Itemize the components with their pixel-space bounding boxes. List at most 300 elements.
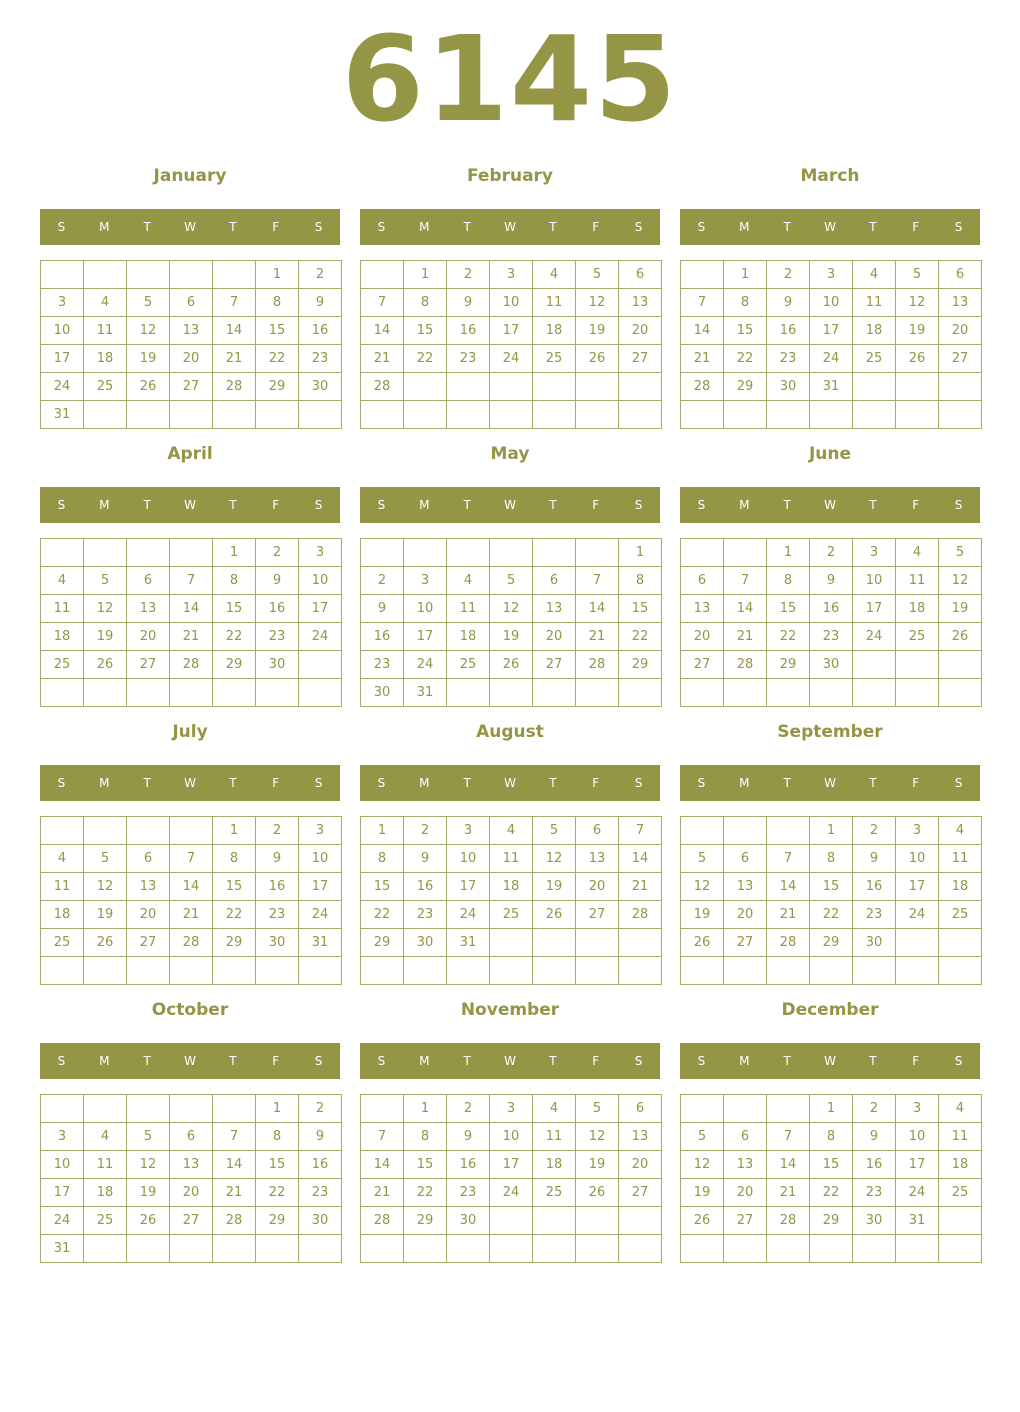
empty-cell	[41, 817, 84, 845]
day-cell: 28	[213, 373, 256, 401]
day-cell: 18	[41, 623, 84, 651]
day-cell: 15	[810, 873, 853, 901]
weekday-header	[680, 209, 980, 245]
day-cell: 9	[299, 289, 342, 317]
empty-cell	[213, 401, 256, 429]
month-september	[680, 718, 980, 988]
day-cell: 8	[724, 289, 767, 317]
weekday-label: F	[272, 1054, 280, 1068]
day-cell: 30	[447, 1207, 490, 1235]
day-cell: 25	[84, 1207, 127, 1235]
day-cell: 10	[896, 1123, 939, 1151]
day-cell: 16	[256, 595, 299, 623]
day-cell: 16	[767, 317, 810, 345]
day-cell: 9	[256, 567, 299, 595]
day-cell: 30	[810, 651, 853, 679]
day-cell: 15	[256, 1151, 299, 1179]
day-cell: 18	[84, 1179, 127, 1207]
day-cell: 5	[681, 845, 724, 873]
day-cell: 23	[447, 345, 490, 373]
day-cell: 30	[767, 373, 810, 401]
weekday-label: S	[634, 220, 643, 234]
empty-cell	[533, 929, 576, 957]
day-cell: 17	[810, 317, 853, 345]
day-cell: 26	[576, 1179, 619, 1207]
day-cell: 9	[853, 845, 896, 873]
day-cell: 9	[767, 289, 810, 317]
empty-cell	[853, 957, 896, 985]
day-cell: 1	[810, 817, 853, 845]
day-cell: 25	[41, 929, 84, 957]
day-grid	[360, 260, 662, 429]
day-cell: 10	[299, 567, 342, 595]
empty-cell	[724, 957, 767, 985]
day-cell: 11	[84, 1151, 127, 1179]
day-cell: 5	[84, 567, 127, 595]
day-cell: 13	[576, 845, 619, 873]
empty-cell	[767, 1235, 810, 1263]
day-cell: 31	[896, 1207, 939, 1235]
day-cell: 6	[724, 845, 767, 873]
day-cell: 23	[404, 901, 447, 929]
empty-cell	[810, 957, 853, 985]
weekday-label: S	[57, 776, 66, 790]
weekday-header	[360, 209, 660, 245]
weekday-label: W	[824, 220, 836, 234]
empty-cell	[84, 401, 127, 429]
empty-cell	[127, 679, 170, 707]
day-cell: 31	[404, 679, 447, 707]
weekday-label: T	[869, 776, 877, 790]
day-cell: 31	[810, 373, 853, 401]
day-cell: 23	[447, 1179, 490, 1207]
day-cell: 8	[404, 289, 447, 317]
day-grid	[680, 816, 982, 985]
empty-cell	[619, 929, 662, 957]
empty-cell	[724, 1235, 767, 1263]
day-cell: 20	[724, 901, 767, 929]
day-cell: 15	[619, 595, 662, 623]
month-may	[360, 440, 660, 710]
weekday-header	[40, 1043, 340, 1079]
day-cell: 21	[576, 623, 619, 651]
day-cell: 11	[490, 845, 533, 873]
day-grid	[40, 538, 342, 707]
day-cell: 4	[533, 261, 576, 289]
day-cell: 28	[619, 901, 662, 929]
day-cell: 3	[299, 539, 342, 567]
weekday-label: S	[57, 220, 66, 234]
weekday-label: S	[377, 776, 386, 790]
day-cell: 20	[681, 623, 724, 651]
day-cell: 9	[404, 845, 447, 873]
day-cell: 4	[853, 261, 896, 289]
day-cell: 13	[619, 289, 662, 317]
empty-cell	[810, 1235, 853, 1263]
weekday-label: S	[697, 1054, 706, 1068]
day-cell: 18	[939, 873, 982, 901]
day-cell: 23	[256, 623, 299, 651]
weekday-label: F	[912, 498, 920, 512]
day-cell: 24	[447, 901, 490, 929]
empty-cell	[619, 373, 662, 401]
day-cell: 19	[576, 1151, 619, 1179]
day-grid	[680, 1094, 982, 1263]
empty-cell	[256, 1235, 299, 1263]
day-cell: 18	[533, 317, 576, 345]
day-cell: 23	[299, 1179, 342, 1207]
weekday-label: F	[912, 220, 920, 234]
day-cell: 14	[213, 1151, 256, 1179]
weekday-label: S	[377, 1054, 386, 1068]
empty-cell	[299, 651, 342, 679]
month-title: August	[476, 722, 544, 742]
weekday-header	[360, 765, 660, 801]
day-cell: 14	[576, 595, 619, 623]
day-cell: 6	[681, 567, 724, 595]
weekday-label: T	[869, 1054, 877, 1068]
weekday-label: T	[463, 776, 471, 790]
day-cell: 15	[213, 595, 256, 623]
empty-cell	[447, 373, 490, 401]
empty-cell	[170, 817, 213, 845]
day-cell: 7	[619, 817, 662, 845]
day-cell: 7	[767, 845, 810, 873]
empty-cell	[84, 817, 127, 845]
day-cell: 16	[404, 873, 447, 901]
day-cell: 5	[533, 817, 576, 845]
day-cell: 24	[299, 623, 342, 651]
weekday-label: T	[229, 220, 237, 234]
day-cell: 4	[41, 845, 84, 873]
day-cell: 16	[447, 317, 490, 345]
day-cell: 20	[724, 1179, 767, 1207]
weekday-label: T	[143, 776, 151, 790]
empty-cell	[404, 539, 447, 567]
weekday-label: S	[634, 498, 643, 512]
day-cell: 5	[127, 289, 170, 317]
day-cell: 18	[939, 1151, 982, 1179]
day-cell: 29	[810, 1207, 853, 1235]
day-cell: 26	[490, 651, 533, 679]
empty-cell	[853, 679, 896, 707]
empty-cell	[127, 1235, 170, 1263]
day-cell: 30	[256, 929, 299, 957]
month-title: April	[167, 444, 213, 464]
weekday-label: S	[377, 220, 386, 234]
day-cell: 2	[447, 261, 490, 289]
day-cell: 24	[853, 623, 896, 651]
day-cell: 20	[576, 873, 619, 901]
day-cell: 21	[213, 1179, 256, 1207]
day-cell: 27	[127, 651, 170, 679]
day-cell: 12	[681, 1151, 724, 1179]
day-cell: 22	[810, 1179, 853, 1207]
empty-cell	[213, 1235, 256, 1263]
empty-cell	[490, 957, 533, 985]
empty-cell	[299, 679, 342, 707]
day-cell: 27	[619, 1179, 662, 1207]
empty-cell	[896, 401, 939, 429]
day-cell: 21	[724, 623, 767, 651]
day-cell: 29	[256, 1207, 299, 1235]
day-cell: 13	[170, 1151, 213, 1179]
day-cell: 16	[361, 623, 404, 651]
day-cell: 15	[256, 317, 299, 345]
empty-cell	[576, 373, 619, 401]
day-cell: 20	[533, 623, 576, 651]
day-cell: 10	[41, 1151, 84, 1179]
month-title: May	[490, 444, 530, 464]
day-cell: 21	[767, 1179, 810, 1207]
day-cell: 2	[853, 1095, 896, 1123]
empty-cell	[533, 401, 576, 429]
empty-cell	[576, 1235, 619, 1263]
day-cell: 5	[490, 567, 533, 595]
weekday-label: W	[184, 1054, 196, 1068]
day-cell: 12	[896, 289, 939, 317]
weekday-label: F	[592, 498, 600, 512]
empty-cell	[213, 1095, 256, 1123]
day-cell: 16	[853, 1151, 896, 1179]
day-grid	[360, 538, 662, 707]
day-cell: 27	[170, 1207, 213, 1235]
day-cell: 7	[361, 1123, 404, 1151]
empty-cell	[447, 679, 490, 707]
day-cell: 3	[490, 261, 533, 289]
empty-cell	[170, 957, 213, 985]
day-cell: 15	[767, 595, 810, 623]
weekday-label: M	[739, 498, 750, 512]
empty-cell	[896, 957, 939, 985]
day-cell: 2	[299, 261, 342, 289]
empty-cell	[896, 1235, 939, 1263]
day-cell: 25	[533, 1179, 576, 1207]
day-cell: 8	[767, 567, 810, 595]
empty-cell	[896, 679, 939, 707]
day-cell: 4	[84, 1123, 127, 1151]
weekday-label: W	[824, 498, 836, 512]
empty-cell	[681, 261, 724, 289]
empty-cell	[533, 1235, 576, 1263]
month-title: October	[151, 1000, 229, 1020]
empty-cell	[170, 401, 213, 429]
day-cell: 9	[853, 1123, 896, 1151]
day-cell: 23	[361, 651, 404, 679]
day-cell: 1	[361, 817, 404, 845]
day-cell: 21	[361, 1179, 404, 1207]
day-cell: 1	[404, 1095, 447, 1123]
empty-cell	[681, 817, 724, 845]
day-cell: 17	[853, 595, 896, 623]
day-cell: 13	[939, 289, 982, 317]
month-june	[680, 440, 980, 710]
weekday-label: S	[57, 498, 66, 512]
day-cell: 28	[213, 1207, 256, 1235]
day-cell: 20	[170, 1179, 213, 1207]
day-cell: 21	[681, 345, 724, 373]
day-cell: 22	[404, 1179, 447, 1207]
month-april	[40, 440, 340, 710]
day-cell: 3	[41, 289, 84, 317]
empty-cell	[724, 401, 767, 429]
day-cell: 29	[810, 929, 853, 957]
weekday-label: T	[869, 498, 877, 512]
day-cell: 29	[256, 373, 299, 401]
empty-cell	[533, 679, 576, 707]
day-cell: 25	[447, 651, 490, 679]
day-cell: 18	[853, 317, 896, 345]
day-cell: 13	[127, 595, 170, 623]
day-cell: 11	[447, 595, 490, 623]
day-cell: 30	[853, 1207, 896, 1235]
day-cell: 15	[213, 873, 256, 901]
empty-cell	[127, 957, 170, 985]
day-cell: 26	[127, 1207, 170, 1235]
day-cell: 15	[404, 317, 447, 345]
day-cell: 30	[299, 373, 342, 401]
empty-cell	[939, 1207, 982, 1235]
day-cell: 23	[853, 901, 896, 929]
day-cell: 13	[170, 317, 213, 345]
weekday-header	[40, 487, 340, 523]
day-cell: 6	[127, 567, 170, 595]
empty-cell	[681, 1095, 724, 1123]
day-cell: 7	[361, 289, 404, 317]
day-cell: 17	[490, 317, 533, 345]
weekday-label: M	[419, 498, 430, 512]
day-cell: 10	[404, 595, 447, 623]
empty-cell	[127, 1095, 170, 1123]
day-cell: 6	[724, 1123, 767, 1151]
day-cell: 13	[127, 873, 170, 901]
month-title: September	[777, 722, 883, 742]
day-cell: 28	[170, 651, 213, 679]
empty-cell	[170, 1095, 213, 1123]
day-cell: 20	[127, 623, 170, 651]
weekday-label: S	[954, 776, 963, 790]
weekday-label: T	[549, 220, 557, 234]
month-title: December	[781, 1000, 879, 1020]
empty-cell	[681, 679, 724, 707]
day-cell: 7	[724, 567, 767, 595]
day-cell: 2	[853, 817, 896, 845]
day-cell: 12	[939, 567, 982, 595]
empty-cell	[490, 401, 533, 429]
empty-cell	[681, 957, 724, 985]
day-cell: 18	[447, 623, 490, 651]
day-cell: 8	[256, 1123, 299, 1151]
weekday-label: W	[824, 1054, 836, 1068]
day-cell: 22	[361, 901, 404, 929]
day-cell: 7	[213, 289, 256, 317]
empty-cell	[853, 651, 896, 679]
day-cell: 4	[41, 567, 84, 595]
day-cell: 16	[256, 873, 299, 901]
day-cell: 8	[810, 845, 853, 873]
empty-cell	[767, 401, 810, 429]
weekday-label: F	[272, 776, 280, 790]
day-cell: 27	[127, 929, 170, 957]
day-cell: 13	[724, 1151, 767, 1179]
day-cell: 10	[853, 567, 896, 595]
weekday-label: W	[504, 498, 516, 512]
day-cell: 22	[256, 345, 299, 373]
day-cell: 28	[361, 373, 404, 401]
empty-cell	[299, 1235, 342, 1263]
empty-cell	[84, 679, 127, 707]
empty-cell	[576, 929, 619, 957]
empty-cell	[896, 651, 939, 679]
day-cell: 18	[84, 345, 127, 373]
day-cell: 5	[896, 261, 939, 289]
day-cell: 24	[896, 1179, 939, 1207]
weekday-label: S	[634, 1054, 643, 1068]
day-cell: 31	[299, 929, 342, 957]
day-cell: 22	[404, 345, 447, 373]
empty-cell	[576, 957, 619, 985]
weekday-label: F	[592, 220, 600, 234]
empty-cell	[41, 1095, 84, 1123]
day-cell: 1	[767, 539, 810, 567]
day-cell: 2	[810, 539, 853, 567]
empty-cell	[533, 957, 576, 985]
weekday-header	[680, 765, 980, 801]
day-cell: 24	[490, 1179, 533, 1207]
empty-cell	[41, 261, 84, 289]
day-cell: 26	[127, 373, 170, 401]
empty-cell	[84, 957, 127, 985]
day-cell: 29	[404, 1207, 447, 1235]
day-cell: 20	[939, 317, 982, 345]
day-grid	[360, 816, 662, 985]
empty-cell	[41, 679, 84, 707]
day-cell: 1	[213, 817, 256, 845]
day-cell: 27	[170, 373, 213, 401]
day-cell: 3	[853, 539, 896, 567]
empty-cell	[170, 1235, 213, 1263]
day-cell: 9	[810, 567, 853, 595]
day-cell: 3	[447, 817, 490, 845]
day-cell: 21	[361, 345, 404, 373]
day-cell: 14	[681, 317, 724, 345]
empty-cell	[404, 401, 447, 429]
empty-cell	[810, 401, 853, 429]
weekday-header	[680, 487, 980, 523]
day-cell: 16	[853, 873, 896, 901]
day-cell: 1	[619, 539, 662, 567]
day-cell: 28	[767, 929, 810, 957]
day-cell: 8	[256, 289, 299, 317]
weekday-label: W	[824, 776, 836, 790]
weekday-label: S	[634, 776, 643, 790]
day-cell: 14	[170, 873, 213, 901]
day-cell: 17	[41, 345, 84, 373]
empty-cell	[127, 261, 170, 289]
empty-cell	[619, 1235, 662, 1263]
empty-cell	[767, 957, 810, 985]
day-cell: 6	[939, 261, 982, 289]
day-cell: 24	[896, 901, 939, 929]
day-cell: 23	[853, 1179, 896, 1207]
day-cell: 3	[810, 261, 853, 289]
day-cell: 8	[810, 1123, 853, 1151]
day-cell: 14	[767, 1151, 810, 1179]
day-cell: 7	[576, 567, 619, 595]
day-cell: 27	[724, 929, 767, 957]
day-cell: 27	[681, 651, 724, 679]
day-cell: 12	[490, 595, 533, 623]
